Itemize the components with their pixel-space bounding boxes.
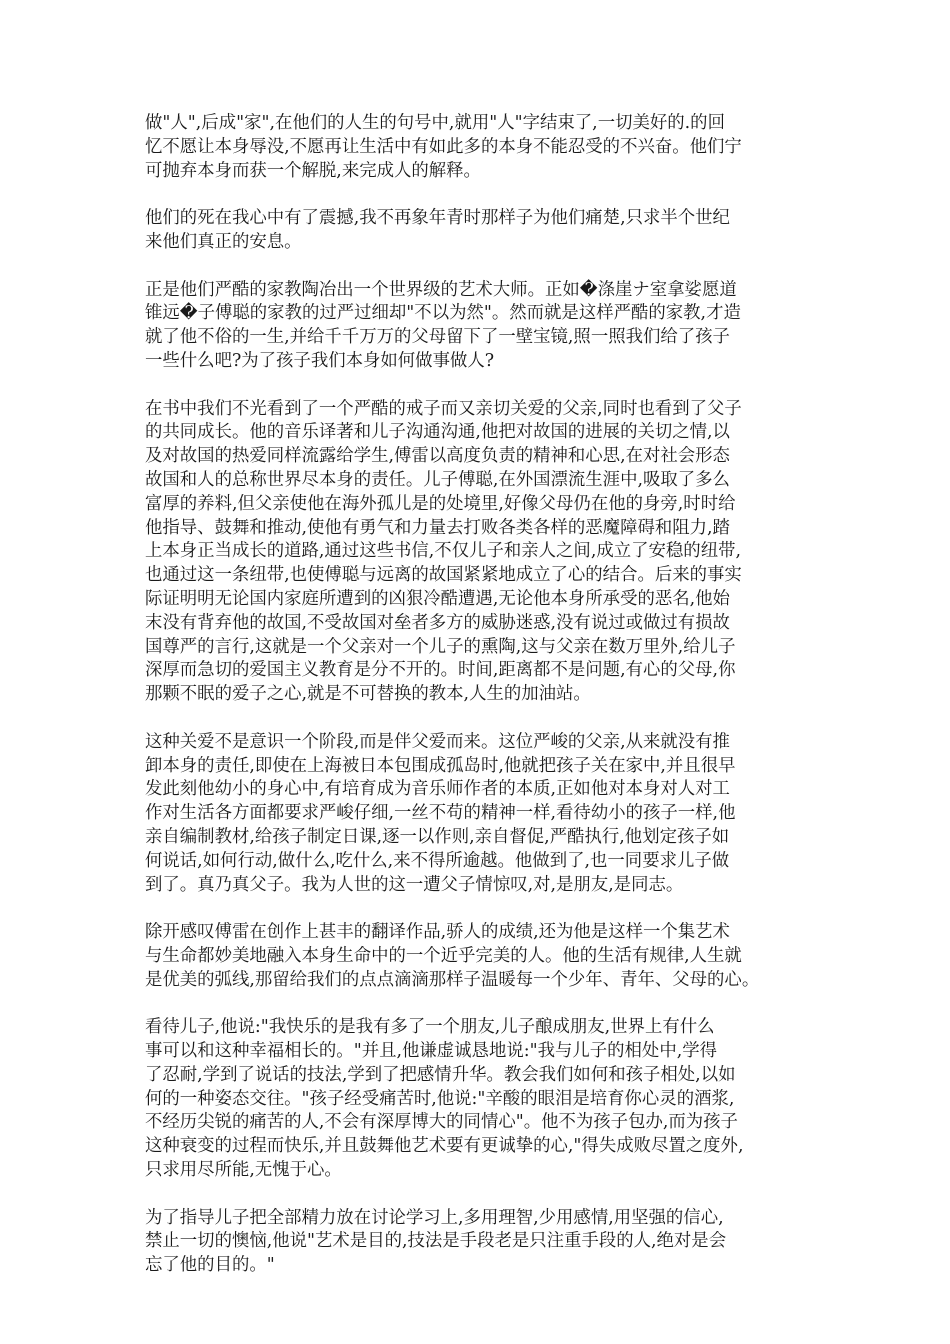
paragraph	[145, 279, 817, 374]
text-line: 与生命都妙美地融入本身生命中的一个近乎完美的人。他的生活有规律,人生就	[145, 945, 742, 966]
text-line: 做"人",后成"家",在他们的人生的句号中,就用"人"字结束了,一切美好的.的回	[145, 113, 725, 133]
text-line: 国尊严的言行,这就是一个父亲对一个儿子的熏陶,这与父亲在数万里外,给儿子	[145, 636, 736, 657]
paragraph	[145, 112, 817, 183]
text-line: 卸本身的责任,即使在上海被日本包围成孤岛时,他就把孩子关在家中,并且很早	[145, 755, 736, 776]
text-line: 作对生活各方面都要求严峻仔细,一丝不苟的精神一样,看待幼小的孩子一样,他	[145, 803, 736, 824]
text-line: 深厚而急切的爱国主义教育是分不开的。时间,距离都不是问题,有心的父母,你	[145, 660, 736, 681]
text-line: 是优美的弧线,那留给我们的点点滴滴那样子温暖每一个少年、青年、父母的心。	[145, 969, 760, 990]
text-line: 发此刻他幼小的身心中,有培育成为音乐师作者的本质,正如他对本身对人对工	[145, 779, 730, 800]
paragraph	[145, 731, 817, 898]
text-line: 事可以和这种幸福相长的。"并且,他谦虚诚恳地说:"我与儿子的相处中,学得	[145, 1041, 718, 1062]
paragraph	[145, 1207, 817, 1278]
text-line: 亲自编制教材,给孩子制定日课,逐一以作则,亲自督促,严酷执行,他划定孩子如	[145, 826, 730, 847]
text-line: 只求用尽所能,无愧于心。	[145, 1160, 342, 1181]
text-line: 那颗不眠的爱子之心,就是不可替换的教本,人生的加油站。	[145, 684, 591, 705]
text-line: 在书中我们不光看到了一个严酷的戒子而又亲切关爱的父亲,同时也看到了父子	[145, 398, 742, 419]
text-line: 到了。真乃真父子。我为人世的这一遭父子情惊叹,对,是朋友,是同志。	[145, 874, 684, 895]
text-line: 何的一种姿态交往。"孩子经受痛苦时,他说:"辛酸的眼泪是培育你心灵的酒浆,	[145, 1088, 735, 1109]
text-line: 可抛弃本身而获一个解脱,来完成人的解释。	[145, 160, 481, 181]
paragraph	[145, 207, 817, 255]
text-line: 看待儿子,他说:"我快乐的是我有多了一个朋友,儿子酿成朋友,世界上有什么	[145, 1017, 715, 1038]
text-line: 富厚的养料,但父亲使他在海外孤儿是的处境里,好像父母仍在他的身旁,时时给	[145, 493, 736, 514]
text-line: 了忍耐,学到了说话的技法,学到了把感情升华。教会我们如何和孩子相处,以如	[145, 1064, 736, 1085]
text-line: 故国和人的总称世界尽本身的责任。儿子傅聪,在外国漂流生涯中,吸取了多么	[145, 469, 730, 490]
text-line: 一些什么吧?为了孩子我们本身如何做事做人?	[145, 350, 495, 371]
text-line: 不经历尖锐的痛苦的人,不会有深厚博大的同情心"。他不为孩子包办,而为孩子	[145, 1112, 738, 1133]
text-line: 也通过这一条纽带,也使傅聪与远离的故国紧紧地成立了心的结合。后来的事实	[145, 565, 742, 586]
text-line: 忘了他的目的。"	[145, 1255, 275, 1276]
text-line: 这种衰变的过程而快乐,并且鼓舞他艺术要有更诚挚的心,"得失成败尽置之度外,	[145, 1136, 744, 1157]
text-line: 他们的死在我心中有了震撼,我不再象年青时那样子为他们痛楚,只求半个世纪	[145, 208, 730, 229]
text-line: 际证明明无论国内家庭所遭到的凶狠冷酷遭遇,无论他本身所承受的恶名,他始	[145, 588, 730, 609]
paragraph	[145, 1016, 817, 1183]
text-line: 何说话,如何行动,做什么,吃什么,来不得所逾越。他做到了,也一同要求儿子做	[145, 850, 730, 871]
text-line: 来他们真正的安息。	[145, 231, 302, 252]
text-line: 除开感叹傅雷在创作上甚丰的翻译作品,骄人的成绩,还为他是这样一个集艺术	[145, 922, 730, 943]
text-line: 正是他们严酷的家教陶冶出一个世界级的艺术大师。正如�涤崖ナ室拿娑愿道	[145, 279, 737, 300]
text-line: 末没有背弃他的故国,不受故国对垒者多方的威胁迷惑,没有说过或做过有损故	[145, 612, 730, 633]
paragraph	[145, 921, 817, 992]
text-line: 他指导、鼓舞和推动,使他有勇气和力量去打败各类各样的恶魔障碍和阻力,踏	[145, 517, 730, 538]
paragraph	[145, 398, 817, 707]
text-line: 锥远�子傅聪的家教的过严过细却"不以为然"。然而就是这样严酷的家教,才造	[145, 303, 741, 324]
text-line: 为了指导儿子把全部精力放在讨论学习上,多用理智,少用感情,用坚强的信心,	[145, 1207, 724, 1228]
document-body	[145, 112, 817, 1302]
text-line: 就了他不俗的一生,并给千千万万的父母留下了一壁宝镜,照一照我们给了孩子	[145, 327, 730, 348]
text-line: 的共同成长。他的音乐译著和儿子沟通沟通,他把对故国的进展的关切之情,以	[145, 422, 730, 443]
text-line: 上本身正当成长的道路,通过这些书信,不仅儿子和亲人之间,成立了安稳的纽带,	[145, 541, 742, 562]
text-line: 禁止一切的懊恼,他说"艺术是目的,技法是手段老是只注重手段的人,绝对是会	[145, 1231, 727, 1252]
text-line: 忆不愿让本身辱没,不愿再让生活中有如此多的本身不能忍受的不兴奋。他们宁	[145, 136, 742, 157]
text-line: 及对故国的热爱同样流露给学生,傅雷以高度负责的精神和心思,在对社会形态	[145, 446, 730, 467]
text-line: 这种关爱不是意识一个阶段,而是伴父爱而来。这位严峻的父亲,从来就没有推	[145, 731, 730, 752]
